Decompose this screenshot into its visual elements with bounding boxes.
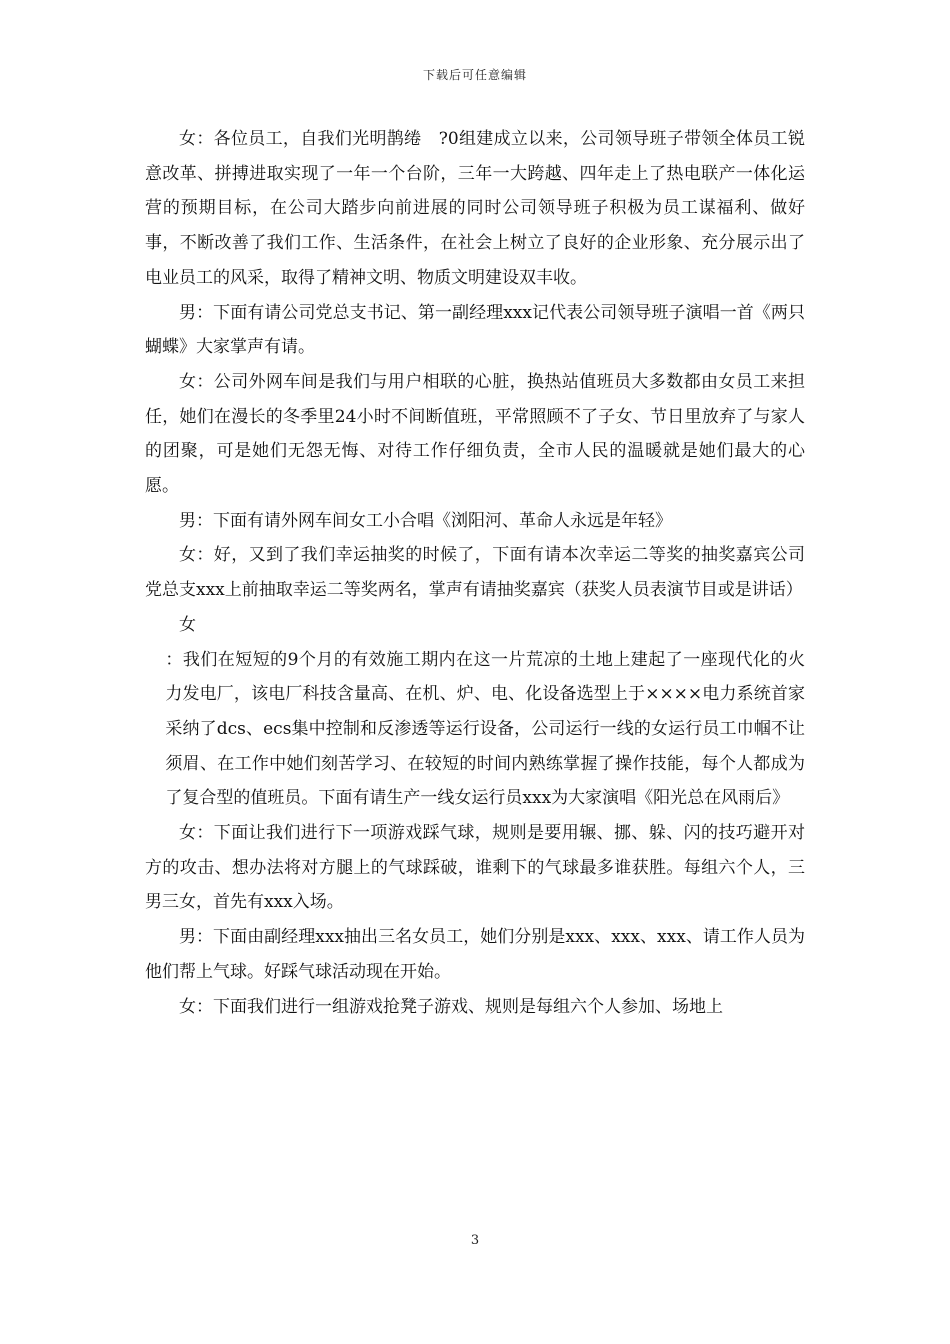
- page-header: 下载后可任意编辑: [422, 68, 527, 82]
- paragraph-8: 女：下面让我们进行下一项游戏踩气球，规则是要用辗、挪、躲、闪的技巧避开对方的攻击、想办法将对方腿上的气球踩破，谁剩下的气球最多谁获胜。每组六个人，三男三女，首先有xxx入场。: [145, 823, 805, 913]
- paragraph-9: 男：下面由副经理xxx抽出三名女员工，她们分别是xxx、xxx、xxx、请工作人员为他们帮上气球。好踩气球活动现在开始。: [145, 927, 805, 982]
- paragraph-2: 男：下面有请公司党总支书记、第一副经理xxx记代表公司领导班子演唱一首《两只蝴蝶》大家掌声有请。: [145, 302, 805, 358]
- paragraph-4: 男：下面有请外网车间女工小合唱《浏阳河、革命人永远是年轻》: [179, 510, 672, 531]
- paragraph-3: 女：公司外网车间是我们与用户相联的心脏，换热站值班员大多数都由女员工来担任，她们在漫长的冬季里24小时不间断值班，平常照顾不了子女、节日里放弃了与家人的团聚，可是她们无怨无悔、对待工作仔细负责，全市人民的温暖就是她们最大的心愿。: [145, 371, 805, 497]
- paragraph-7: ：我们在短短的9个月的有效施工期内在这一片荒凉的土地上建起了一座现代化的火力发电厂，该电厂科技含量高、在机、炉、电、化设备选型上于××××电力系统首家采纳了dcs、ecs集中控制和反渗透等运行设备，公司运行一线的女运行员工巾帼不让须眉、在工作中她们刻苦学习、在较短的时间内熟练掌握了操作技能，每个人都成为了复合型的值班员。下面有请生产一线女运行员xxx为大家演唱《阳光总在风雨后》: [165, 649, 805, 809]
- paragraph-10: 女：下面我们进行一组游戏抢凳子游戏、规则是每组六个人参加、场地上: [179, 996, 723, 1017]
- document-body: [145, 122, 805, 1024]
- paragraph-5: 女：好，又到了我们幸运抽奖的时候了，下面有请本次幸运二等奖的抽奖嘉宾公司党总支xxx上前抽取幸运二等奖两名，掌声有请抽奖嘉宾（获奖人员表演节目或是讲话）: [145, 545, 805, 601]
- paragraph-6: 女: [179, 614, 196, 635]
- paragraph-1: 女：各位员工，自我们光明鹊绻 ?0组建成立以来，公司领导班子带领全体员工锐意改革、拼搏进取实现了一年一个台阶，三年一大跨越、四年走上了热电联产一体化运营的预期目标，在公司大踏步向前进展的同时公司领导班子积极为员工谋福利、做好事，不断改善了我们工作、生活条件，在社会上树立了良好的企业形象、充分展示出了电业员工的风采，取得了精神文明、物质文明建设双丰收。: [145, 129, 805, 288]
- page-number: 3: [470, 1233, 480, 1248]
